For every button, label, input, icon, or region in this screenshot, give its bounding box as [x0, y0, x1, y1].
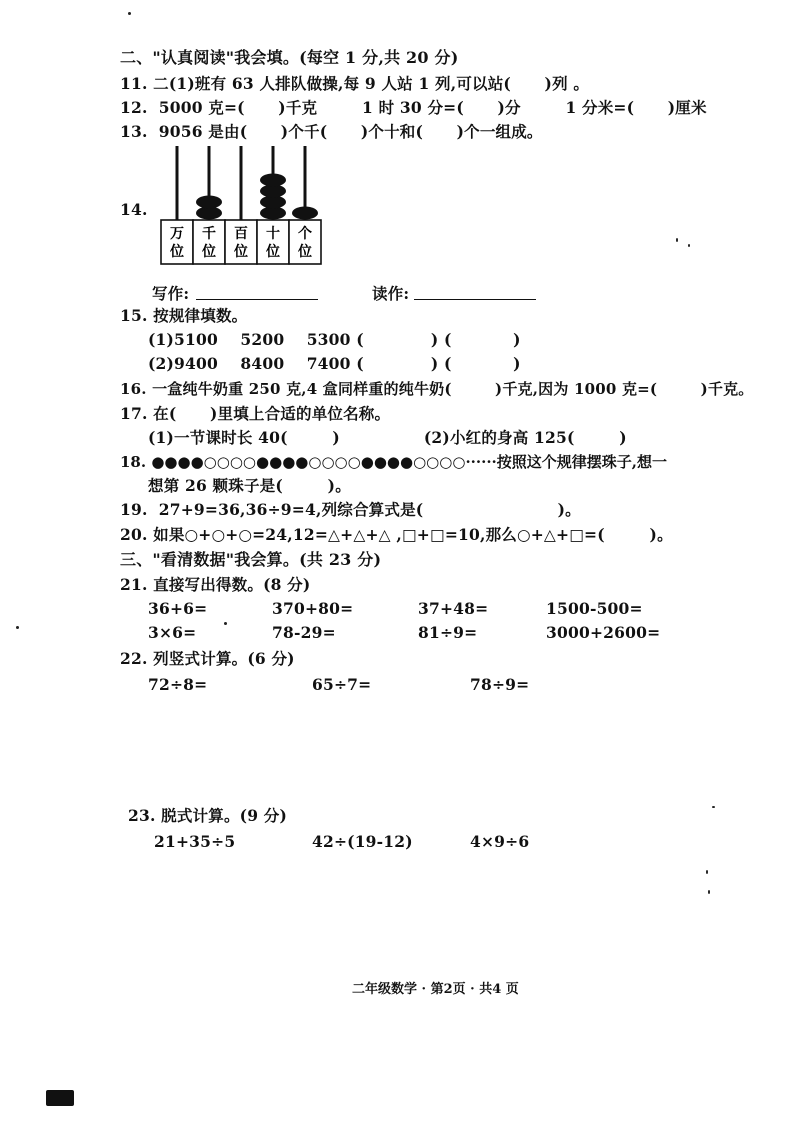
- abacus-bead: [196, 196, 222, 209]
- abacus-place-label: 百: [234, 226, 248, 242]
- oral-calc-6: 78-29=: [272, 623, 336, 642]
- question-21-title: 21. 直接写出得数。(8 分): [120, 575, 311, 594]
- step-calc-3: 4×9÷6: [470, 832, 530, 851]
- question-11: 11. 二(1)班有 63 人排队做操,每 9 人站 1 列,可以站( )列 。: [120, 74, 590, 93]
- abacus-place-label: 个: [298, 226, 312, 242]
- step-calc-2: 42÷(19-12): [312, 832, 413, 851]
- question-17-title: 17. 在( )里填上合适的单位名称。: [120, 404, 391, 423]
- question-16: 16. 一盒纯牛奶重 250 克,4 盒同样重的纯牛奶( )千克,因为 1000 克=( )千克。: [120, 380, 754, 398]
- abacus-place-label: 位: [234, 244, 248, 260]
- oral-calc-4: 1500-500=: [546, 599, 643, 618]
- vertical-calc-3: 78÷9=: [470, 675, 530, 694]
- question-12: 12. 5000 克=( )千克 1 时 30 分=( )分 1 分米=( )厘米: [120, 98, 707, 117]
- question-15-row-1: (1)5100 5200 5300 ( ) ( ): [148, 330, 521, 349]
- question-18-line-2: 想第 26 颗珠子是( )。: [148, 476, 351, 495]
- vertical-calc-2: 65÷7=: [312, 675, 372, 694]
- abacus-place-labels: [161, 220, 321, 264]
- abacus-rods: [177, 146, 305, 220]
- section-2-title: 二、"认真阅读"我会填。(每空 1 分,共 20 分): [120, 48, 459, 67]
- abacus-place-label: 位: [202, 244, 216, 260]
- step-calc-1: 21+35÷5: [154, 832, 236, 851]
- question-15-title: 15. 按规律填数。: [120, 306, 248, 325]
- abacus-place-label: 位: [170, 244, 184, 260]
- scan-speck: [706, 870, 708, 874]
- write-answer-line[interactable]: [196, 299, 318, 300]
- abacus-place-label: 位: [266, 244, 280, 260]
- question-20: 20. 如果○+○+○=24,12=△+△+△ ,□+□=10,那么○+△+□=( )。: [120, 525, 673, 544]
- question-15-row-2: (2)9400 8400 7400 ( ) ( ): [148, 354, 521, 373]
- abacus-beads: [196, 174, 318, 220]
- abacus-bead: [260, 174, 286, 187]
- write-label: 写作:: [152, 284, 190, 303]
- scan-speck: [688, 244, 690, 247]
- oral-calc-1: 36+6=: [148, 599, 208, 618]
- abacus-place-label: 位: [298, 244, 312, 260]
- abacus-place-label: 千: [202, 226, 216, 242]
- page-footer: 二年级数学 · 第2页 · 共4 页: [352, 982, 519, 997]
- question-19: 19. 27+9=36,36÷9=4,列综合算式是( )。: [120, 500, 581, 519]
- scan-black-mark: [46, 1090, 74, 1106]
- vertical-calc-1: 72÷8=: [148, 675, 208, 694]
- scan-speck: [712, 806, 715, 808]
- scan-speck: [16, 626, 19, 629]
- read-label: 读作:: [372, 284, 410, 303]
- question-22-title: 22. 列竖式计算。(6 分): [120, 649, 295, 668]
- scan-speck: [128, 12, 131, 15]
- scan-speck: [676, 238, 678, 242]
- oral-calc-7: 81÷9=: [418, 623, 478, 642]
- scan-speck: [224, 622, 227, 625]
- oral-calc-3: 37+48=: [418, 599, 489, 618]
- question-13: 13. 9056 是由( )个千( )个十和( )个一组成。: [120, 122, 543, 141]
- abacus-place-label: 万: [170, 226, 184, 242]
- oral-calc-2: 370+80=: [272, 599, 354, 618]
- oral-calc-8: 3000+2600=: [546, 623, 661, 642]
- question-14-number: 14.: [120, 200, 148, 219]
- question-18-line-1: 18. ●●●●○○○○●●●●○○○○●●●●○○○○······按照这个规律摆珠子,想一: [120, 453, 667, 471]
- oral-calc-5: 3×6=: [148, 623, 197, 642]
- question-23-title: 23. 脱式计算。(9 分): [128, 806, 288, 825]
- abacus-place-label: 十: [266, 226, 280, 242]
- read-answer-line[interactable]: [414, 299, 536, 300]
- abacus-bead: [292, 207, 318, 220]
- scan-speck: [708, 890, 710, 894]
- section-3-title: 三、"看清数据"我会算。(共 23 分): [120, 550, 382, 569]
- abacus-figure: [158, 144, 328, 266]
- question-17-row: (1)一节课时长 40( ) (2)小红的身高 125( ): [148, 428, 627, 447]
